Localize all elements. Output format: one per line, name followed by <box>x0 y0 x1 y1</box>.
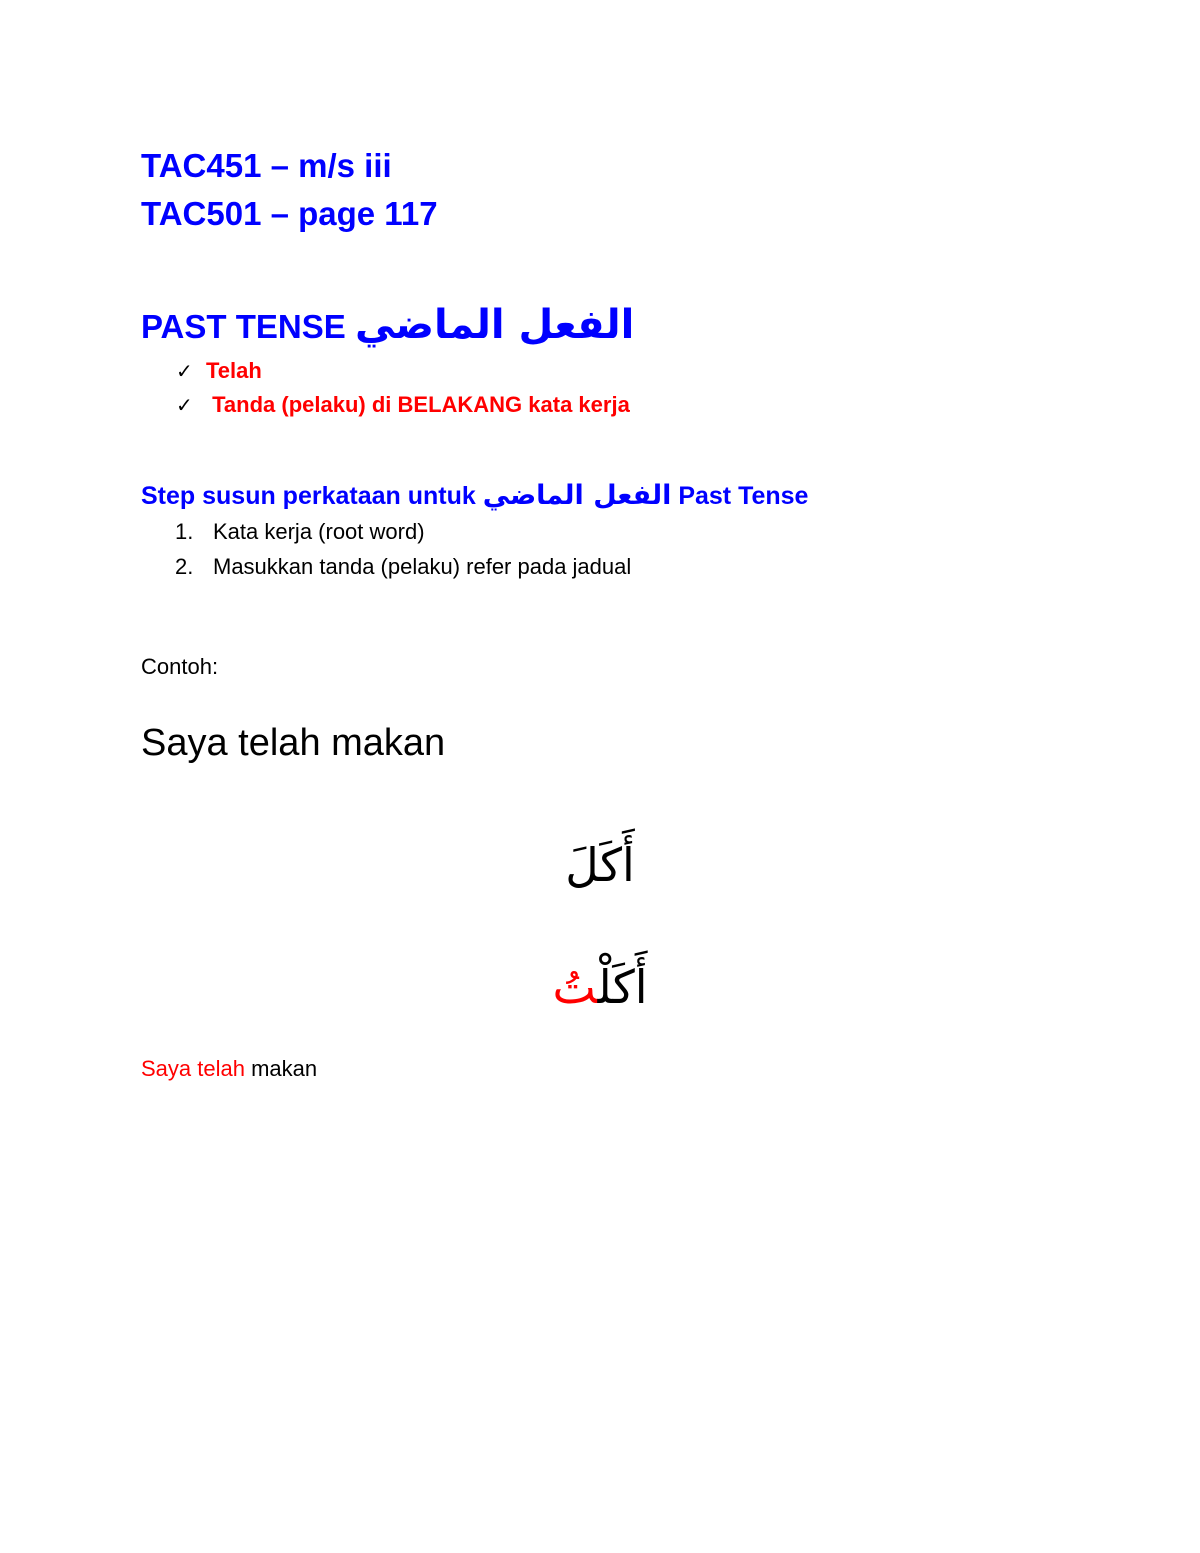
list-item <box>175 514 631 549</box>
check-list <box>176 354 630 422</box>
steps-heading-suffix: Past Tense <box>678 482 809 510</box>
step-number: 1. <box>175 519 194 544</box>
translation-rest: makan <box>251 1056 318 1081</box>
step-number: 2. <box>175 554 194 579</box>
title-arabic: الفعل الماضي <box>354 302 635 348</box>
check-item-text: Tanda (pelaku) di BELAKANG kata kerja <box>206 392 630 417</box>
steps-list <box>175 514 631 584</box>
title-latin: PAST TENSE <box>141 308 346 345</box>
check-item-text: Telah <box>206 358 262 383</box>
conjugated-verb-arabic <box>0 952 1200 1022</box>
course-reference-tac451: TAC451 – m/s iii <box>141 147 392 184</box>
translation-highlight: Saya telah <box>141 1056 245 1081</box>
conjugated-verb-inner <box>552 960 647 1014</box>
example-label: Contoh: <box>141 654 219 679</box>
page-title <box>141 300 634 352</box>
list-item <box>175 549 631 584</box>
steps-heading-latin: Step susun perkataan untuk <box>141 482 476 510</box>
course-reference-tac501: TAC501 – page 117 <box>141 195 438 232</box>
checkmark-icon: ✓ <box>176 395 193 417</box>
list-item <box>176 354 630 388</box>
steps-heading <box>141 478 808 514</box>
step-text: Masukkan tanda (pelaku) refer pada jadual <box>213 554 632 579</box>
checkmark-icon: ✓ <box>176 361 193 383</box>
list-item <box>176 388 630 422</box>
step-text: Kata kerja (root word) <box>213 519 425 544</box>
verb-stem: أَكَلْ <box>597 960 648 1014</box>
root-verb-arabic: أَكَلَ <box>565 838 635 892</box>
translation-sentence <box>141 1054 317 1084</box>
steps-heading-arabic: الفعل الماضي <box>482 480 672 511</box>
pronoun-suffix: تُ <box>552 960 598 1014</box>
example-sentence: Saya telah makan <box>141 722 446 764</box>
